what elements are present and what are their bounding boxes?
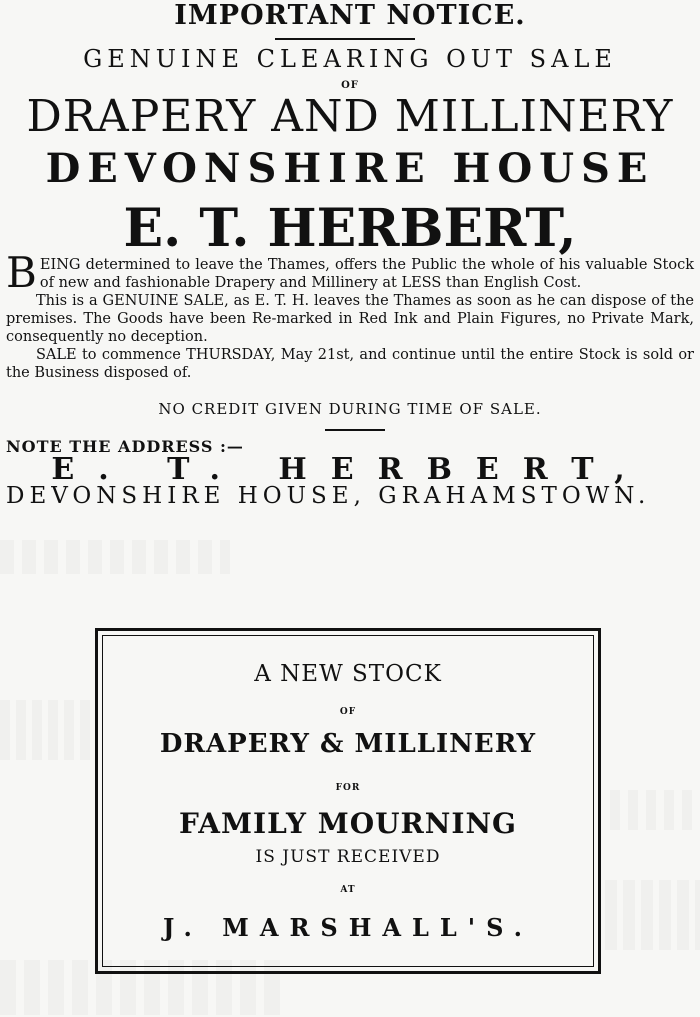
address-merchant-name: E. T. HERBERT,: [51, 452, 649, 487]
advert-received: IS JUST RECEIVED: [255, 847, 441, 867]
title-underline: [275, 38, 415, 40]
paragraph-intro: [6, 248, 694, 297]
no-credit-line: NO CREDIT GIVEN DURING TIME OF SALE.: [158, 400, 542, 418]
advert-for: FOR: [335, 783, 361, 793]
address-label: NOTE THE ADDRESS :—: [6, 437, 244, 456]
advert-line-new-stock: A NEW STOCK: [254, 661, 442, 687]
bleed-through-block: [0, 540, 230, 574]
address-street: DEVONSHIRE HOUSE, GRAHAMSTOWN.: [6, 483, 651, 509]
short-divider: [325, 429, 385, 431]
body-paragraphs: [6, 248, 694, 382]
house-heading: DEVONSHIRE HOUSE: [45, 145, 655, 192]
bleed-through-block: [0, 700, 90, 760]
advert-of: OF: [339, 707, 357, 717]
advert-purpose: FAMILY MOURNING: [179, 807, 517, 840]
advert-merchant: J. MARSHALL'S.: [163, 913, 533, 942]
notice-heading: IMPORTANT NOTICE.: [174, 0, 526, 31]
sale-line: GENUINE CLEARING OUT SALE: [83, 45, 617, 73]
bleed-through-block: [605, 880, 700, 950]
drop-cap: B: [6, 248, 37, 297]
bleed-through-block: [610, 790, 700, 830]
merchant-heading: E. T. HERBERT,: [123, 198, 577, 259]
paragraph-intro-text: EING determined to leave the Thames, offers the Public the whole of his valuable Stock of new and fashionable Drapery and Millinery at LESS than English Cost.: [39, 257, 694, 291]
goods-heading: DRAPERY AND MILLINERY: [26, 91, 674, 142]
paragraph-sale-date: SALE to commence THURSDAY, May 21st, and continue until the entire Stock is sold or the Business disposed of.: [6, 347, 694, 381]
advert-box: [95, 628, 601, 974]
paragraph-genuine-sale: This is a GENUINE SALE, as E. T. H. leaves the Thames as soon as he can dispose of the premises. The Goods have been Re-marked in Red Ink and Plain Figures, no Private Mark, consequently no deception.: [6, 293, 694, 345]
advert-goods: DRAPERY & MILLINERY: [159, 729, 537, 759]
advert-at: AT: [340, 885, 356, 895]
of-connector: OF: [341, 80, 359, 91]
